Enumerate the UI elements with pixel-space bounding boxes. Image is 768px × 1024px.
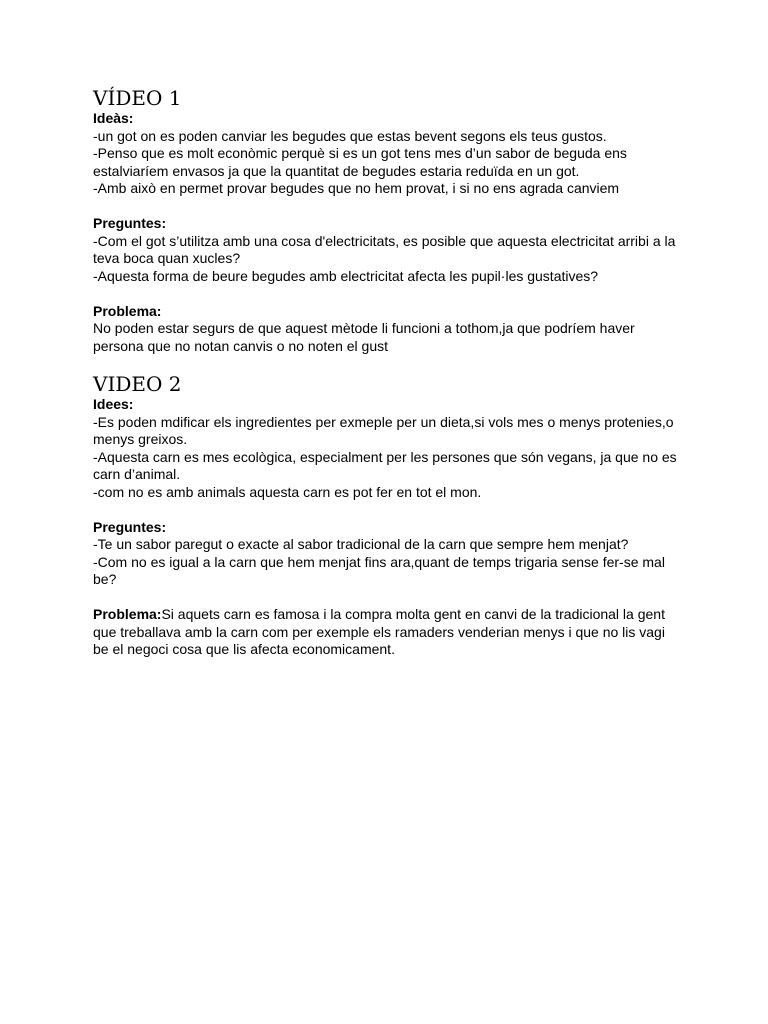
video2-problem-text: Si aquets carn es famosa i la compra molta gent en canvi de la tradicional la gent que treballava amb la carn com per exemple els ramaders venderian menys i que no lis vagi be el negoci cosa que lis afecta economicament.	[93, 606, 665, 657]
video2-idea-2: -Aquesta carn es mes ecològica, especialment per les persones que són vegans, ja que no es carn d’animal.	[93, 448, 677, 482]
video1-idea-3: -Amb això en permet provar begudes que no hem provat, i si no ens agrada canviem	[93, 180, 620, 196]
video1-ideas-label: Ideàs:	[93, 110, 134, 126]
video2-problem	[93, 606, 683, 659]
spacer	[93, 285, 683, 303]
video1-question-2: -Aquesta forma de beure begudes amb electricitat afecta les pupil·les gustatives?	[93, 267, 599, 284]
spacer	[93, 589, 683, 607]
spacer	[93, 501, 683, 519]
video2-idea-1: -Es poden mdificar els ingredientes per exmeple per un dieta,si vols mes o menys protenies,o menys greixos.	[93, 413, 674, 447]
video1-problem-label: Problema:	[93, 302, 162, 319]
video1-section	[93, 86, 683, 355]
video2-section	[93, 372, 683, 659]
video2-ideas-label: Idees:	[93, 396, 134, 412]
video2-title: VIDEO 2	[93, 372, 182, 396]
section-spacer	[93, 355, 683, 372]
document-content	[93, 86, 683, 659]
spacer	[93, 198, 683, 216]
video2-questions-label: Preguntes:	[93, 518, 167, 535]
video1-problem-text: No poden estar segurs de que aquest mètode li funcioni a tothom,ja que podríem haver persona que no notan canvis o no noten el gust	[93, 320, 635, 354]
video2-question-2: -Com no es igual a la carn que hem menjat fins ara,quant de temps trigaria sense fer-se mal be?	[93, 553, 665, 587]
video1-questions-label: Preguntes:	[93, 215, 167, 231]
video1-idea-1: -un got on es poden canviar les begudes que estas bevent segons els teus gustos.	[93, 127, 607, 144]
video1-idea-2: -Penso que es molt econòmic perquè si es un got tens mes d’un sabor de beguda ens estalviaríem envasos ja que la quantitat de begudes estaria reduïda en un got.	[93, 145, 627, 179]
video1-title: VÍDEO 1	[93, 86, 182, 110]
video1-question-1: -Com el got s’utilitza amb una cosa d'electricitats, es posible que aquesta electricitat arribi a la teva boca quan xucles?	[93, 232, 676, 266]
video2-problem-label: Problema:	[93, 606, 162, 622]
video2-question-1: -Te un sabor paregut o exacte al sabor tradicional de la carn que sempre hem menjat?	[93, 536, 629, 552]
video2-idea-3: -com no es amb animals aquesta carn es pot fer en tot el mon.	[93, 483, 482, 500]
